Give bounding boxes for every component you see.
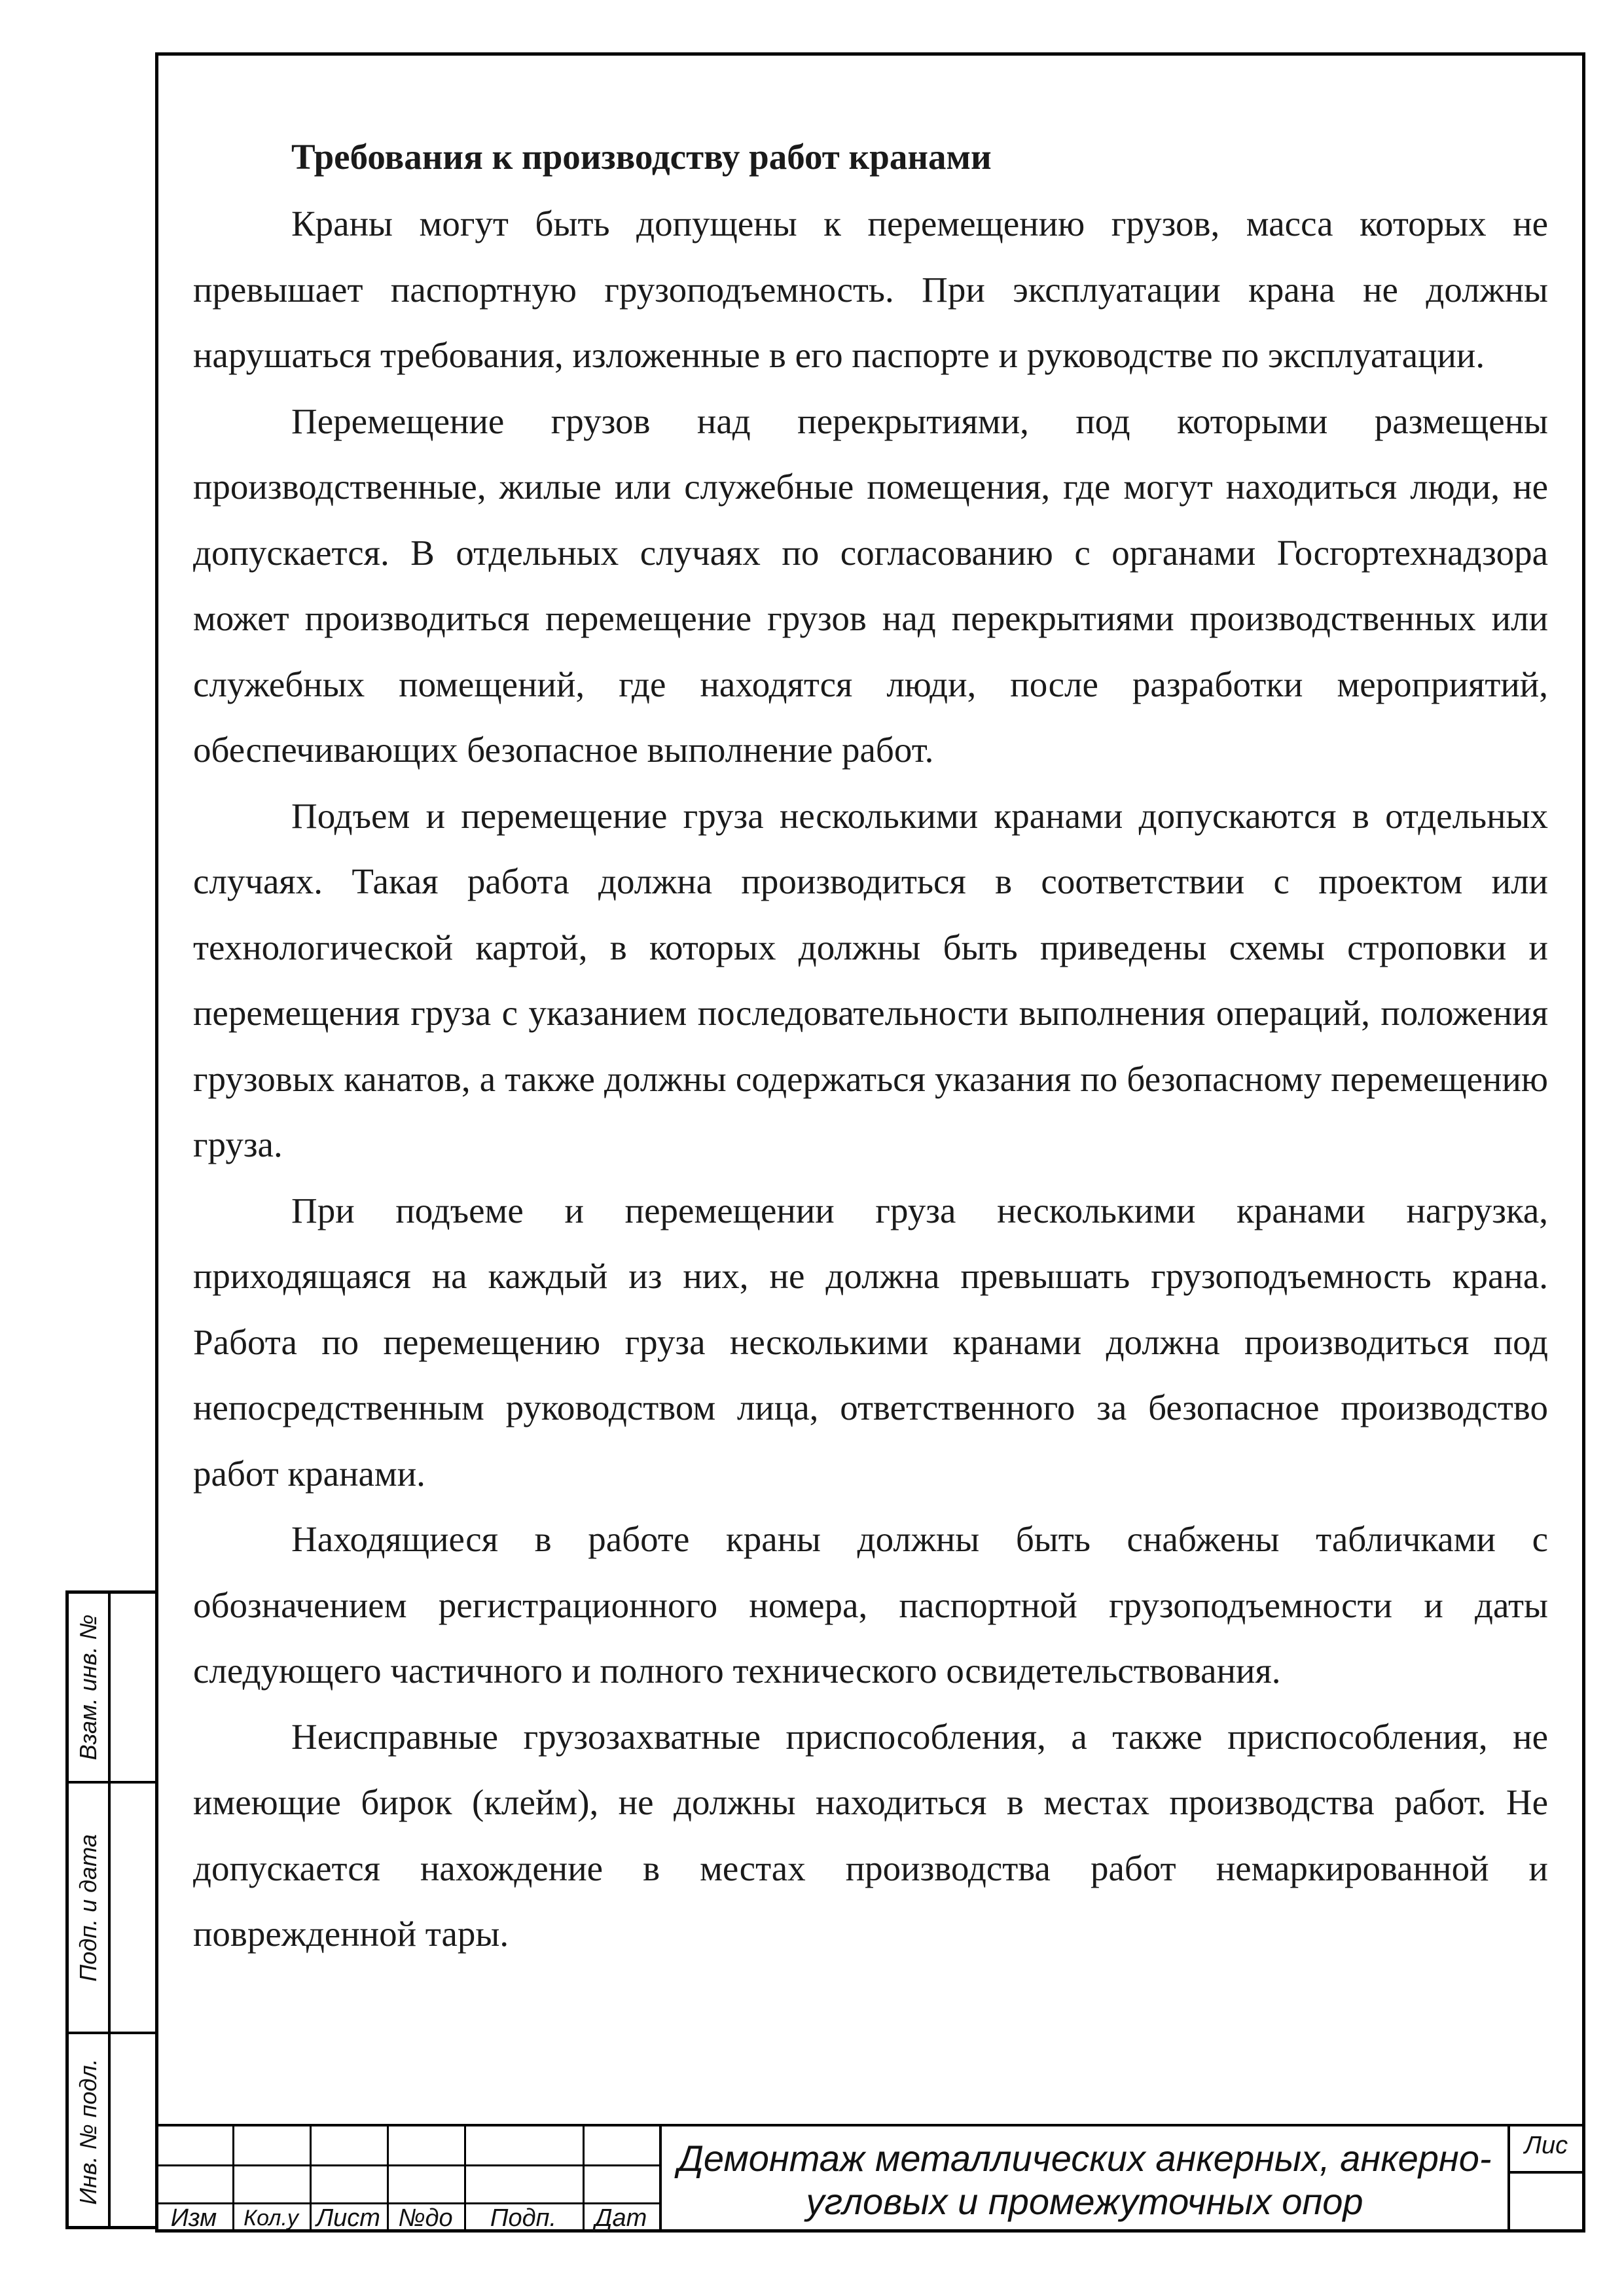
sheet-label: Лис	[1524, 2132, 1568, 2159]
sheet-cell	[1510, 2126, 1582, 2233]
side-stamp	[65, 1590, 155, 2229]
side-stamp-vzam-inv	[69, 1594, 155, 1784]
column-label-doc: №до	[398, 2204, 453, 2232]
column-label-date: Дат	[594, 2204, 647, 2232]
document-title-line-1: Демонтаж металлических анкерных, анкерно-	[677, 2138, 1492, 2179]
paragraph: При подъеме и перемещении груза несколькими кранами нагрузка, приходящаяся на каждый из них, не должна превышать грузоподъемность крана. Работа по перемещению груза несколькими кранами должна производиться под непосредственным руководством лица, ответственного за безопасное производство работ кранами.	[193, 1190, 1548, 1494]
side-stamp-label: Подп. и дата	[75, 1833, 101, 1982]
column-label-kol: Кол.у	[244, 2206, 298, 2231]
section-heading: Требования к производству работ кранами	[291, 137, 992, 177]
title-block	[155, 2124, 1585, 2233]
paragraph: Перемещение грузов над перекрытиями, под которыми размещены производственные, жилые или служебные помещения, где могут находиться люди, не допускается. В отдельных случаях по согласованию с органами Госгортехнадзора может производиться перемещение грузов над перекрытиями производственных или служебных помещений, где находятся люди, после разработки мероприятий, обеспечивающих безопасное выполнение работ.	[193, 401, 1548, 770]
paragraph: Находящиеся в работе краны должны быть снабжены табличками с обозначением регистрационного номера, паспортной грузоподъемности и даты следующего частичного и полного технического освидетельствования.	[193, 1519, 1548, 1691]
column-label-list: Лист	[316, 2204, 380, 2232]
revision-table	[155, 2126, 659, 2233]
side-stamp-inv-podl	[69, 2034, 155, 2229]
document-title	[659, 2126, 1510, 2233]
paragraph: Подъем и перемещение груза несколькими кранами допускаются в отдельных случаях. Такая работа должна производиться в соответствии с проектом или технологической картой, в которых должны быть приведены схемы строповки и перемещения груза с указанием последовательности выполнения операций, положения грузовых канатов, а также должны содержаться указания по безопасному перемещению груза.	[193, 795, 1548, 1164]
document-title-line-2: угловых и промежуточных опор	[806, 2181, 1363, 2222]
side-stamp-label: Инв. № подл.	[75, 2058, 101, 2205]
side-stamp-podp-data	[69, 1784, 155, 2034]
paragraph: Неисправные грузозахватные приспособления, а также приспособления, не имеющие бирок (клейм), не должны находиться в местах производства работ. Не допускается нахождение в местах производства работ немаркированной и поврежденной тары.	[193, 1716, 1548, 1954]
paragraph: Краны могут быть допущены к перемещению грузов, масса которых не превышает паспортную грузоподъемность. При эксплуатации крана не должны нарушаться требования, изложенные в его паспорте и руководстве по эксплуатации.	[193, 204, 1548, 375]
document-body	[193, 131, 1548, 1967]
column-label-izm: Изм	[170, 2204, 217, 2232]
column-label-podp: Подп.	[490, 2204, 557, 2232]
side-stamp-label: Взам. инв. №	[75, 1614, 101, 1761]
